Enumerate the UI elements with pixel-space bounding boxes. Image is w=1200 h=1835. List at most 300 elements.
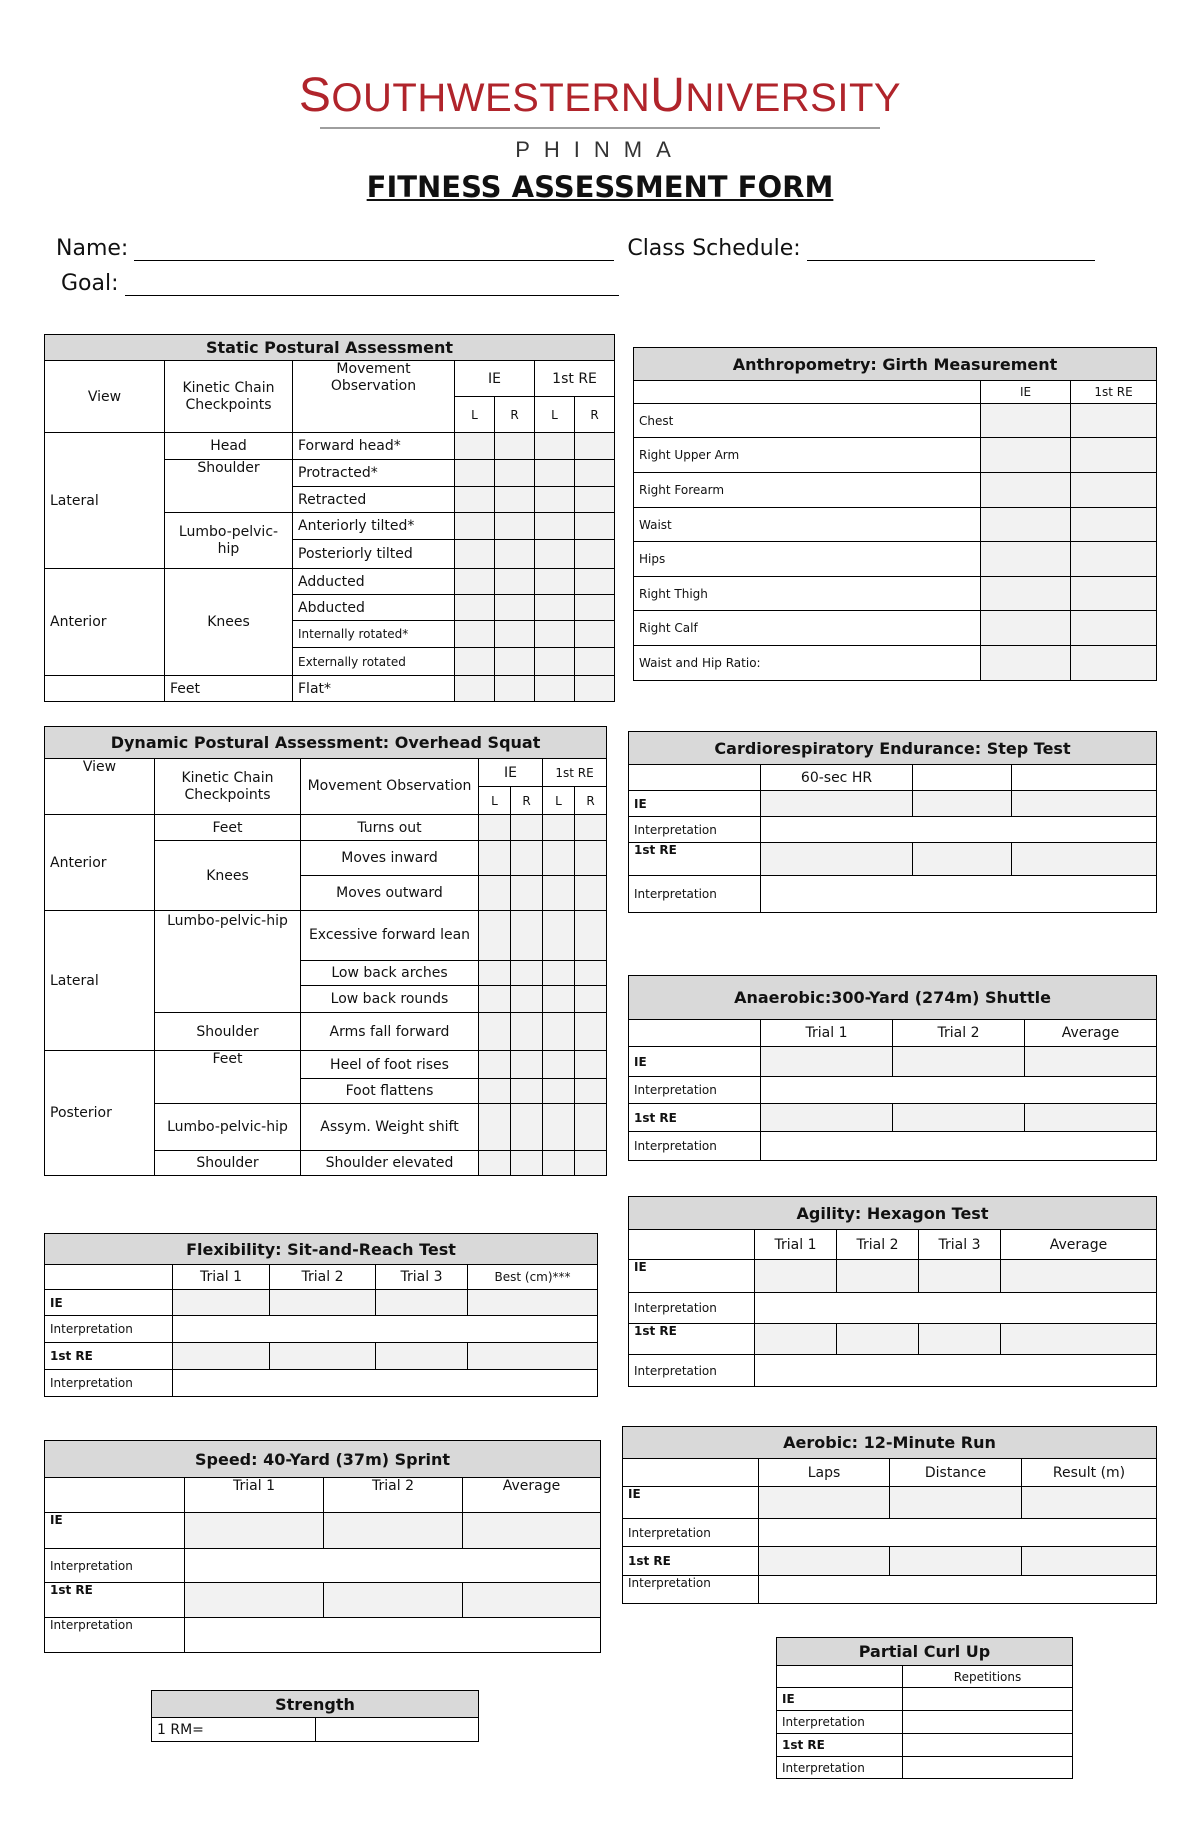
cell[interactable] (575, 1104, 607, 1151)
cell[interactable] (535, 540, 575, 569)
obs-adducted: Adducted (293, 569, 455, 595)
name-label: Name: (56, 236, 129, 261)
cell[interactable] (324, 1583, 463, 1618)
cell[interactable] (173, 1316, 598, 1343)
cell[interactable] (455, 487, 495, 513)
header-l: L (479, 787, 511, 815)
curl-up-table (776, 1637, 1073, 1779)
col-60sec-hr: 60-sec HR (761, 765, 913, 791)
cell[interactable] (511, 841, 543, 876)
obs-flat: Flat* (293, 676, 455, 702)
cell[interactable] (837, 1260, 919, 1293)
row-interpretation: Interpretation (623, 1576, 759, 1604)
row-interpretation: Interpretation (629, 1355, 755, 1387)
cell[interactable] (575, 876, 607, 911)
hexagon-table (628, 1196, 1157, 1387)
cell[interactable] (543, 876, 575, 911)
cell[interactable] (455, 569, 495, 595)
cell[interactable] (913, 791, 1012, 817)
cell[interactable] (761, 791, 913, 817)
cell[interactable] (575, 986, 607, 1013)
cell[interactable] (761, 1104, 893, 1132)
col-trial-1: Trial 1 (185, 1478, 324, 1513)
cell[interactable] (455, 460, 495, 487)
cell[interactable] (185, 1549, 601, 1583)
cell[interactable] (495, 569, 535, 595)
cell[interactable] (575, 1079, 607, 1104)
header-r: R (511, 787, 543, 815)
goal-label: Goal: (61, 271, 119, 296)
cell[interactable] (535, 621, 575, 648)
cell[interactable] (1071, 577, 1157, 611)
cell[interactable] (511, 1013, 543, 1051)
col-trial-1: Trial 1 (761, 1020, 893, 1047)
cell[interactable] (463, 1513, 601, 1549)
cell[interactable] (479, 815, 511, 841)
cell[interactable] (761, 817, 1157, 843)
cell[interactable] (535, 648, 575, 676)
cell[interactable] (543, 1151, 575, 1176)
row-1st-re: 1st RE (629, 1104, 761, 1132)
row-interpretation: Interpretation (629, 817, 761, 843)
cell[interactable] (511, 876, 543, 911)
cell[interactable] (1025, 1104, 1157, 1132)
checkpoint-head: Head (165, 433, 293, 460)
cell[interactable] (903, 1688, 1073, 1711)
row-ie: IE (629, 1260, 755, 1293)
cell[interactable] (376, 1343, 468, 1370)
goal-field[interactable] (125, 273, 619, 296)
checkpoint-lumbo-pelvic-hip: Lumbo-pelvic-hip (155, 911, 301, 1013)
cell[interactable] (543, 911, 575, 961)
cell[interactable] (511, 1079, 543, 1104)
sprint-title: Speed: 40-Yard (37m) Sprint (45, 1441, 601, 1478)
header-l: L (455, 397, 495, 433)
cell[interactable] (1022, 1487, 1157, 1519)
cell[interactable] (479, 841, 511, 876)
obs-low-back-rounds: Low back rounds (301, 986, 479, 1013)
cell[interactable] (903, 1711, 1073, 1734)
cell[interactable] (376, 1290, 468, 1316)
checkpoint-feet: Feet (155, 1051, 301, 1104)
cell[interactable] (495, 621, 535, 648)
step-test-table (628, 731, 1157, 913)
obs-heel-rises: Heel of foot rises (301, 1051, 479, 1079)
row-interpretation: Interpretation (45, 1370, 173, 1397)
cell[interactable] (543, 841, 575, 876)
cell[interactable] (575, 1151, 607, 1176)
cell[interactable] (981, 577, 1071, 611)
cell[interactable] (575, 540, 615, 569)
cell[interactable] (575, 513, 615, 540)
cell[interactable] (495, 676, 535, 702)
cell[interactable] (479, 1013, 511, 1051)
cell[interactable] (511, 1151, 543, 1176)
obs-foot-flattens: Foot flattens (301, 1079, 479, 1104)
cell[interactable] (543, 1051, 575, 1079)
cell[interactable] (919, 1324, 1001, 1355)
obs-moves-inward: Moves inward (301, 841, 479, 876)
cell[interactable] (495, 648, 535, 676)
col-trial-2: Trial 2 (270, 1265, 376, 1290)
cell[interactable] (575, 676, 615, 702)
cell[interactable] (535, 460, 575, 487)
cell[interactable] (761, 843, 913, 876)
cell[interactable] (511, 961, 543, 986)
row-interpretation: Interpretation (45, 1549, 185, 1583)
cell[interactable] (575, 1013, 607, 1051)
cell[interactable] (1071, 438, 1157, 473)
strength-title: Strength (152, 1691, 479, 1718)
cell[interactable] (1071, 646, 1157, 681)
cell[interactable] (468, 1343, 598, 1370)
cell[interactable] (543, 986, 575, 1013)
header-ie: IE (455, 361, 535, 397)
cell[interactable] (1022, 1547, 1157, 1576)
cell[interactable] (893, 1047, 1025, 1077)
cell[interactable] (575, 595, 615, 621)
checkpoint-shoulder: Shoulder (155, 1013, 301, 1051)
obs-abducted: Abducted (293, 595, 455, 621)
row-interpretation: Interpretation (629, 1132, 761, 1161)
cell[interactable] (837, 1324, 919, 1355)
cell[interactable] (535, 569, 575, 595)
cell[interactable] (479, 1151, 511, 1176)
cell[interactable] (575, 815, 607, 841)
cell[interactable] (455, 540, 495, 569)
cell[interactable] (981, 508, 1071, 542)
cell[interactable] (270, 1290, 376, 1316)
col-ie: IE (981, 381, 1071, 404)
col-average: Average (1001, 1230, 1157, 1260)
checkpoint-knees: Knees (165, 569, 293, 676)
cell[interactable] (543, 961, 575, 986)
col-trial-3: Trial 3 (376, 1265, 468, 1290)
cell[interactable] (761, 1077, 1157, 1104)
cell[interactable] (455, 595, 495, 621)
cell[interactable] (981, 646, 1071, 681)
row-interpretation: Interpretation (777, 1757, 903, 1779)
cell[interactable] (173, 1290, 270, 1316)
logo-subtitle: PHINMA (515, 137, 685, 162)
col-trial-2: Trial 2 (324, 1478, 463, 1513)
cell[interactable] (575, 841, 607, 876)
cell[interactable] (981, 473, 1071, 508)
flexibility-table (44, 1233, 598, 1397)
view-lateral: Lateral (45, 433, 165, 569)
cell[interactable] (575, 460, 615, 487)
col-trial-1: Trial 1 (173, 1265, 270, 1290)
cell[interactable] (535, 487, 575, 513)
obs-forward-head: Forward head* (293, 433, 455, 460)
obs-externally-rotated: Externally rotated (293, 648, 455, 676)
row-interpretation: Interpretation (629, 1293, 755, 1324)
cell[interactable] (511, 986, 543, 1013)
checkpoint-shoulder: Shoulder (165, 460, 293, 513)
hexagon-title: Agility: Hexagon Test (629, 1197, 1157, 1230)
col-average: Average (1025, 1020, 1157, 1047)
row-interpretation: Interpretation (45, 1316, 173, 1343)
obs-low-back-arches: Low back arches (301, 961, 479, 986)
run-table (622, 1426, 1157, 1604)
row-1st-re: 1st RE (629, 1324, 755, 1355)
cell[interactable] (1001, 1324, 1157, 1355)
cell[interactable] (173, 1370, 598, 1397)
cell[interactable] (455, 513, 495, 540)
row-interpretation: Interpretation (629, 1077, 761, 1104)
row-1rm: 1 RM= (152, 1718, 316, 1742)
static-postural-table (44, 334, 615, 702)
cell[interactable] (543, 1013, 575, 1051)
cell[interactable] (495, 433, 535, 460)
cell[interactable] (455, 621, 495, 648)
header-kinetic-chain: Kinetic Chain Checkpoints (155, 759, 301, 815)
name-field[interactable] (134, 238, 614, 261)
row-1st-re: 1st RE (777, 1734, 903, 1757)
cell[interactable] (479, 876, 511, 911)
row-right-thigh: Right Thigh (634, 577, 981, 611)
row-ie: IE (777, 1688, 903, 1711)
cell[interactable] (173, 1343, 270, 1370)
obs-assym-weight-shift: Assym. Weight shift (301, 1104, 479, 1151)
flexibility-title: Flexibility: Sit-and-Reach Test (45, 1234, 598, 1265)
cell[interactable] (535, 513, 575, 540)
col-trial-1: Trial 1 (755, 1230, 837, 1260)
form-title: FITNESS ASSESSMENT FORM (366, 170, 834, 204)
cell[interactable] (981, 438, 1071, 473)
col-trial-2: Trial 2 (837, 1230, 919, 1260)
row-1st-re: 1st RE (45, 1583, 185, 1618)
header-movement: Movement Observation (301, 759, 479, 815)
row-interpretation: Interpretation (623, 1519, 759, 1547)
checkpoint-lumbo-pelvic-hip: Lumbo-pelvic-hip (155, 1104, 301, 1151)
cell[interactable] (1012, 791, 1157, 817)
logo-divider (320, 127, 880, 129)
cell[interactable] (535, 676, 575, 702)
cell[interactable] (913, 843, 1012, 876)
cell[interactable] (1071, 611, 1157, 646)
col-average: Average (463, 1478, 601, 1513)
checkpoint-shoulder: Shoulder (155, 1151, 301, 1176)
cell[interactable] (575, 911, 607, 961)
class-schedule-field[interactable] (807, 238, 1095, 261)
cell[interactable] (543, 815, 575, 841)
header-ie: IE (479, 759, 543, 787)
checkpoint-lumbo-pelvic-hip: Lumbo-pelvic-hip (165, 513, 293, 569)
cell[interactable] (495, 513, 535, 540)
goal-row (61, 271, 619, 296)
cell[interactable] (316, 1718, 479, 1742)
shuttle-title: Anaerobic:300-Yard (274m) Shuttle (629, 976, 1157, 1020)
girth-table (633, 347, 1157, 681)
header-l: L (535, 397, 575, 433)
cell[interactable] (479, 961, 511, 986)
header-view: View (45, 759, 155, 815)
row-right-calf: Right Calf (634, 611, 981, 646)
col-repetitions: Repetitions (903, 1666, 1073, 1688)
obs-shoulder-elevated: Shoulder elevated (301, 1151, 479, 1176)
row-ie: IE (45, 1290, 173, 1316)
cell[interactable] (575, 487, 615, 513)
cell[interactable] (575, 961, 607, 986)
cell[interactable] (185, 1618, 601, 1653)
checkpoint-feet: Feet (165, 676, 293, 702)
cell[interactable] (535, 595, 575, 621)
cell[interactable] (495, 487, 535, 513)
header-r: R (495, 397, 535, 433)
row-right-forearm: Right Forearm (634, 473, 981, 508)
cell[interactable] (495, 540, 535, 569)
row-hips: Hips (634, 542, 981, 577)
cell[interactable] (543, 1104, 575, 1151)
cell[interactable] (535, 433, 575, 460)
cell[interactable] (1071, 542, 1157, 577)
header-view: View (45, 361, 165, 433)
cell[interactable] (890, 1547, 1022, 1576)
run-title: Aerobic: 12-Minute Run (623, 1427, 1157, 1459)
cell[interactable] (575, 569, 615, 595)
cell[interactable] (981, 404, 1071, 438)
view-anterior: Anterior (45, 815, 155, 911)
cell[interactable] (511, 1051, 543, 1079)
row-1st-re: 1st RE (629, 843, 761, 876)
cell[interactable] (761, 876, 1157, 913)
obs-turns-out: Turns out (301, 815, 479, 841)
cell[interactable] (759, 1547, 890, 1576)
row-ie: IE (623, 1487, 759, 1519)
cell[interactable] (981, 611, 1071, 646)
checkpoint-knees: Knees (155, 841, 301, 911)
cell[interactable] (463, 1583, 601, 1618)
cell[interactable] (903, 1734, 1073, 1757)
cell[interactable] (575, 621, 615, 648)
header-kinetic-chain: Kinetic Chain Checkpoints (165, 361, 293, 433)
cell[interactable] (981, 542, 1071, 577)
cell[interactable] (575, 433, 615, 460)
cell[interactable] (479, 1051, 511, 1079)
row-1st-re: 1st RE (45, 1343, 173, 1370)
cell[interactable] (479, 986, 511, 1013)
cell[interactable] (495, 460, 535, 487)
cell[interactable] (575, 1051, 607, 1079)
cell[interactable] (1071, 473, 1157, 508)
obs-posteriorly-tilted: Posteriorly tilted (293, 540, 455, 569)
cell[interactable] (890, 1487, 1022, 1519)
cell[interactable] (185, 1513, 324, 1549)
view-empty (45, 676, 165, 702)
row-chest: Chest (634, 404, 981, 438)
university-logo (0, 68, 1200, 163)
cell[interactable] (455, 433, 495, 460)
static-postural-title: Static Postural Assessment (45, 335, 615, 361)
row-ie: IE (629, 1047, 761, 1077)
cell[interactable] (511, 911, 543, 961)
shuttle-table (628, 975, 1157, 1161)
obs-anteriorly-tilted: Anteriorly tilted* (293, 513, 455, 540)
cell[interactable] (759, 1487, 890, 1519)
cell[interactable] (1012, 843, 1157, 876)
cell[interactable] (455, 676, 495, 702)
class-schedule-label: Class Schedule: (627, 236, 801, 261)
obs-internally-rotated: Internally rotated* (293, 621, 455, 648)
cell[interactable] (761, 1132, 1157, 1161)
cell[interactable] (1001, 1260, 1157, 1293)
cell[interactable] (759, 1519, 1157, 1547)
cell[interactable] (270, 1343, 376, 1370)
header-r: R (575, 397, 615, 433)
row-1st-re: 1st RE (623, 1547, 759, 1576)
dynamic-postural-title: Dynamic Postural Assessment: Overhead Squat (45, 727, 607, 759)
cell[interactable] (511, 815, 543, 841)
col-best: Best (cm)*** (468, 1265, 598, 1290)
row-waist: Waist (634, 508, 981, 542)
cell[interactable] (755, 1293, 1157, 1324)
row-interpretation: Interpretation (777, 1711, 903, 1734)
cell[interactable] (575, 648, 615, 676)
row-ie: IE (45, 1513, 185, 1549)
step-test-title: Cardiorespiratory Endurance: Step Test (629, 732, 1157, 765)
cell[interactable] (755, 1260, 837, 1293)
cell[interactable] (479, 1104, 511, 1151)
header-re: 1st RE (535, 361, 615, 397)
cell[interactable] (903, 1757, 1073, 1779)
col-distance: Distance (890, 1459, 1022, 1487)
cell[interactable] (479, 1079, 511, 1104)
cell[interactable] (468, 1290, 598, 1316)
header-l: L (543, 787, 575, 815)
header-r: R (575, 787, 607, 815)
obs-moves-outward: Moves outward (301, 876, 479, 911)
obs-retracted: Retracted (293, 487, 455, 513)
header-re: 1st RE (543, 759, 607, 787)
view-lateral: Lateral (45, 911, 155, 1051)
col-re: 1st RE (1071, 381, 1157, 404)
cell[interactable] (495, 595, 535, 621)
col-trial-3: Trial 3 (919, 1230, 1001, 1260)
view-anterior: Anterior (45, 569, 165, 676)
cell[interactable] (543, 1079, 575, 1104)
cell[interactable] (893, 1104, 1025, 1132)
cell[interactable] (1025, 1047, 1157, 1077)
row-interpretation: Interpretation (629, 876, 761, 913)
cell[interactable] (185, 1583, 324, 1618)
col-trial-2: Trial 2 (893, 1020, 1025, 1047)
cell[interactable] (1071, 508, 1157, 542)
checkpoint-feet: Feet (155, 815, 301, 841)
cell[interactable] (761, 1047, 893, 1077)
dynamic-postural-table (44, 726, 607, 1176)
header-movement: Movement Observation (293, 361, 455, 433)
sprint-table (44, 1440, 601, 1653)
cell[interactable] (479, 911, 511, 961)
view-posterior: Posterior (45, 1051, 155, 1176)
curl-up-title: Partial Curl Up (777, 1638, 1073, 1666)
cell[interactable] (755, 1324, 837, 1355)
row-interpretation: Interpretation (45, 1618, 185, 1653)
cell[interactable] (919, 1260, 1001, 1293)
logo-wordmark: SOUTHWESTERNUNIVERSITY (298, 69, 902, 122)
cell[interactable] (1071, 404, 1157, 438)
col-result: Result (m) (1022, 1459, 1157, 1487)
row-ie: IE (629, 791, 761, 817)
cell[interactable] (455, 648, 495, 676)
cell[interactable] (755, 1355, 1157, 1387)
cell[interactable] (324, 1513, 463, 1549)
cell[interactable] (511, 1104, 543, 1151)
obs-protracted: Protracted* (293, 460, 455, 487)
cell[interactable] (759, 1576, 1157, 1604)
obs-arms-fall-forward: Arms fall forward (301, 1013, 479, 1051)
